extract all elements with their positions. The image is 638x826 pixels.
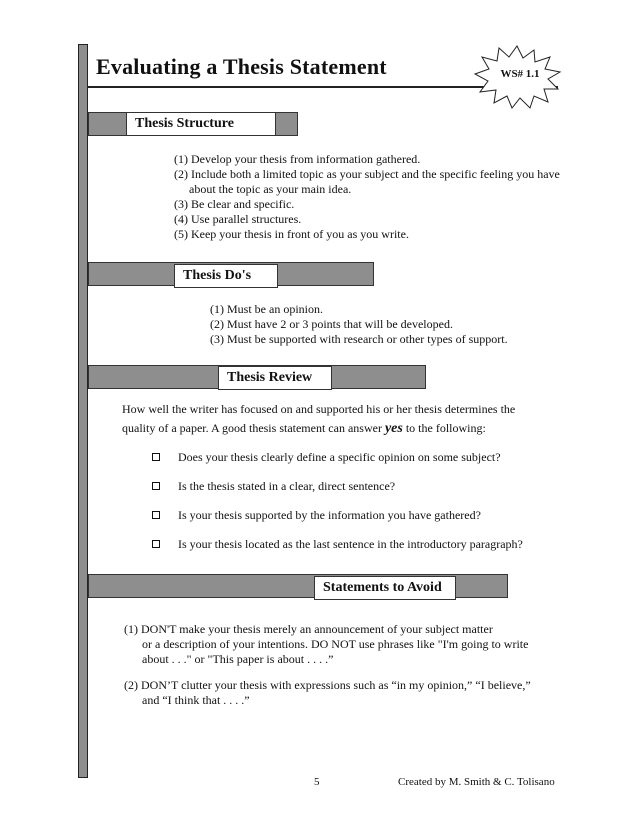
- dos-list: [210, 302, 508, 347]
- question-text: Is the thesis stated in a clear, direct sentence?: [178, 479, 396, 493]
- checkbox-bullet-icon: [152, 540, 160, 548]
- list-item: (2) Include both a limited topic as your subject and the specific feeling you have: [174, 167, 560, 181]
- question-item: [152, 450, 501, 465]
- question-text: Is your thesis located as the last sentence in the introductory paragraph?: [178, 537, 523, 551]
- list-item: (1) Must be an opinion.: [210, 302, 323, 316]
- avoid-line: (2) DON’T clutter your thesis with expressions such as “in my opinion,” “I believe,”: [124, 678, 531, 692]
- section-heading-avoid: Statements to Avoid: [314, 576, 456, 600]
- checkbox-bullet-icon: [152, 453, 160, 461]
- list-item: (1) Develop your thesis from information gathered.: [174, 152, 421, 166]
- question-text: Does your thesis clearly define a specific opinion on some subject?: [178, 450, 501, 464]
- list-item: (4) Use parallel structures.: [174, 212, 302, 226]
- emphasis-yes: yes: [384, 421, 403, 436]
- list-item: (3) Be clear and specific.: [174, 197, 295, 211]
- avoid-line: or a description of your intentions. DO NOT use phrases like "I'm going to write: [142, 637, 529, 651]
- left-margin-bar: [78, 44, 88, 778]
- review-intro-text: to the following:: [402, 421, 486, 435]
- review-intro-line: [122, 419, 515, 438]
- structure-list: [174, 152, 560, 242]
- question-text: Is your thesis supported by the information you have gathered?: [178, 508, 481, 522]
- author-credit: Created by M. Smith & C. Tolisano: [398, 776, 555, 788]
- question-item: [152, 537, 523, 552]
- checkbox-bullet-icon: [152, 482, 160, 490]
- list-item: (2) Must have 2 or 3 points that will be developed.: [210, 317, 453, 331]
- avoid-item-2: [124, 678, 531, 708]
- checkbox-bullet-icon: [152, 511, 160, 519]
- avoid-line: (1) DON'T make your thesis merely an announcement of your subject matter: [124, 622, 493, 636]
- section-heading-review: Thesis Review: [218, 366, 332, 390]
- question-item: [152, 508, 481, 523]
- section-heading-structure: Thesis Structure: [126, 112, 276, 136]
- worksheet-tag: WS# 1.1: [500, 68, 540, 80]
- list-item-continuation: about the topic as your main idea.: [189, 182, 352, 196]
- avoid-item-1: [124, 622, 528, 667]
- avoid-line: and “I think that . . . .”: [142, 693, 250, 707]
- review-intro-text: quality of a paper. A good thesis statement can answer: [122, 421, 385, 435]
- question-item: [152, 479, 395, 494]
- page-title: Evaluating a Thesis Statement: [96, 54, 387, 79]
- avoid-line: about . . ." or "This paper is about . . . .”: [142, 652, 334, 666]
- list-item: (5) Keep your thesis in front of you as you write.: [174, 227, 409, 241]
- review-intro: [122, 400, 515, 438]
- review-intro-line: How well the writer has focused on and supported his or her thesis determines the: [122, 402, 516, 416]
- section-heading-dos: Thesis Do's: [174, 264, 278, 288]
- page-number: 5: [314, 776, 320, 788]
- list-item: (3) Must be supported with research or other types of support.: [210, 332, 508, 346]
